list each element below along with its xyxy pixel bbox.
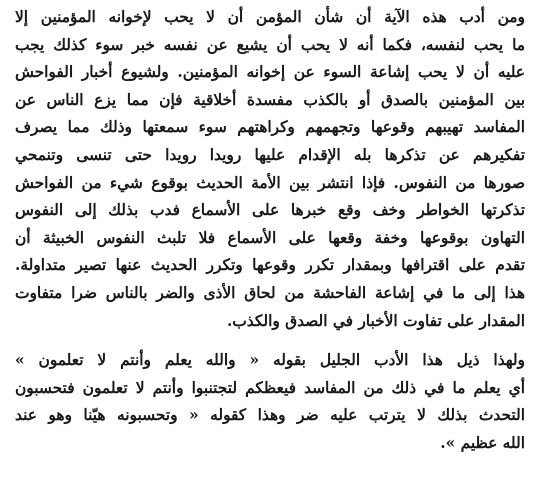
text-line: أي يعلم ما في ذلك من المفاسد فيعظكم لتجتنبوا وأنتم لا تعلمون فتحسبون <box>15 378 525 397</box>
text-line: تذكرتها الخواطر وخف وقع خبرها على الأسماع فدب بذلك إلى النفوس <box>15 201 525 220</box>
text-line: ولهذا ذيل هذا الأدب الجليل بقوله « والله يعلم وأنتم لا تعلمون » <box>15 351 525 370</box>
text-line: التهاون بوقوعها وخفة وقعها على الأسماع فلا تلبث النفوس الخبيثة أن <box>15 228 525 247</box>
text-line: تفكيرهم عن تذكرها بله الإقدام عليها رويدا رويدا حتى تنسى وتنمحي <box>15 145 525 164</box>
text-line: ومن أدب هذه الآية أن شأن المؤمن أن لا يحب لإخوانه المؤمنين إلا <box>15 8 525 26</box>
text-line: صورها من النفوس. فإذا انتشر بين الأمة الحديث بوقوع شيء من الفواحش <box>15 173 525 192</box>
text-line: هذا إلى ما في إشاعة الفاحشة من لحاق الأذى والضر بالناس ضرا متفاوت <box>15 283 525 302</box>
text-line: ما يحب لنفسه، فكما أنه لا يحب أن يشيع عن نفسه خبر سوء كذلك يجب <box>15 35 525 54</box>
text-line: بين المؤمنين بالصدق أو بالكذب مفسدة أخلاقية فإن مما يزع الناس عن <box>15 90 525 109</box>
text-line: المفاسد تهيبهم وقوعها وتجهمهم وكراهتهم سوء سمعتها وذلك مما يصرف <box>15 118 525 137</box>
text-line: التحدث بذلك لا يترتب عليه ضر وهذا كقوله « وتحسبونه هيّنا وهو عند <box>15 406 525 425</box>
paragraph-1 <box>15 4 525 335</box>
text-line: المقدار على تفاوت الأخبار في الصدق والكذب. <box>226 311 525 330</box>
text-line: عليه أن لا يحب إشاعة السوء عن إخوانه المؤمنين. ولشيوع أخبار الفواحش <box>15 63 525 82</box>
paragraph-2 <box>15 347 525 457</box>
text-line: الله عظيم ». <box>440 433 525 452</box>
text-line: تقدم على اقترافها وبمقدار تكرر وقوعها وتكرر الحديث عنها تصير متداولة. <box>15 256 525 275</box>
paragraph-gap <box>15 335 525 347</box>
